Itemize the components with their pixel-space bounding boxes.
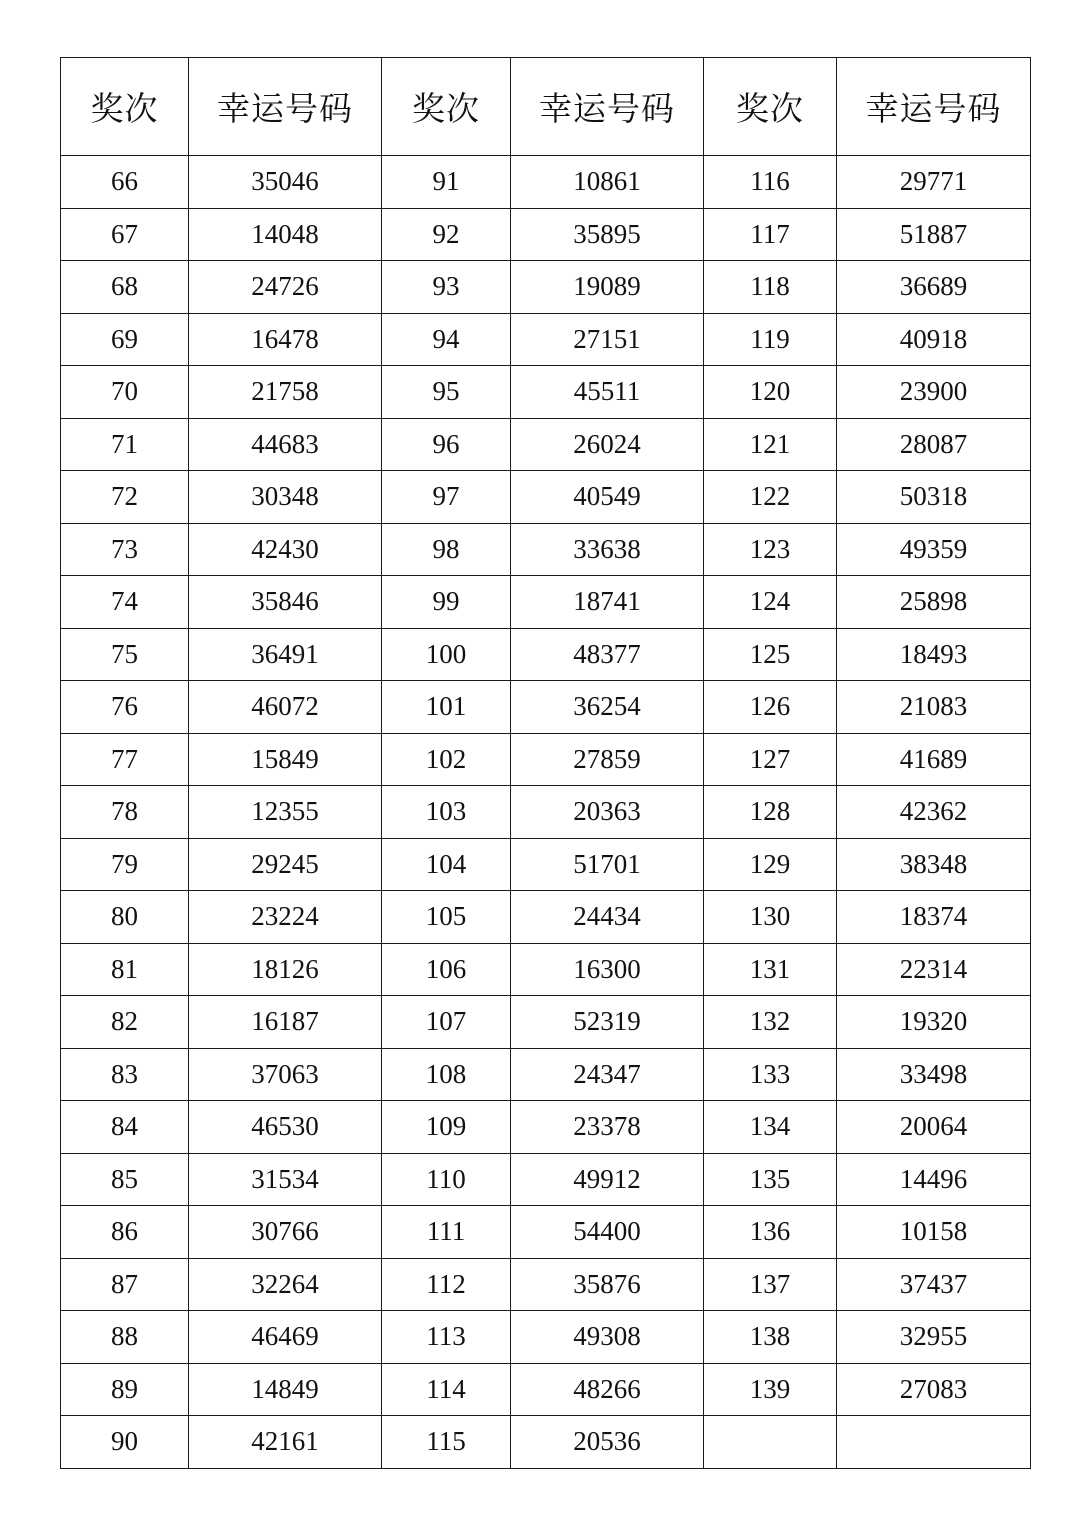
prize-rank-cell: 98 [382, 523, 511, 576]
prize-rank-cell: 102 [382, 733, 511, 786]
lucky-number-cell: 23378 [511, 1101, 704, 1154]
lucky-number-cell: 10861 [511, 156, 704, 209]
lucky-number-cell: 42362 [837, 786, 1031, 839]
table-row [61, 1258, 1031, 1311]
lucky-number-cell: 41689 [837, 733, 1031, 786]
lucky-number-cell: 38348 [837, 838, 1031, 891]
lucky-number-cell: 18741 [511, 576, 704, 629]
prize-rank-cell: 132 [704, 996, 837, 1049]
header-lucky-number-3: 幸运号码 [837, 58, 1031, 156]
table-row [61, 681, 1031, 734]
prize-rank-cell: 90 [61, 1416, 189, 1469]
prize-rank-cell: 105 [382, 891, 511, 944]
prize-rank-cell: 104 [382, 838, 511, 891]
lottery-results-table [60, 57, 1031, 1469]
lucky-number-cell: 19320 [837, 996, 1031, 1049]
table-row [61, 1048, 1031, 1101]
lucky-number-cell: 29245 [189, 838, 382, 891]
table-row [61, 523, 1031, 576]
lucky-number-cell: 20536 [511, 1416, 704, 1469]
lucky-number-cell: 18374 [837, 891, 1031, 944]
lucky-number-cell: 15849 [189, 733, 382, 786]
lucky-number-cell: 33638 [511, 523, 704, 576]
prize-rank-cell: 136 [704, 1206, 837, 1259]
prize-rank-cell: 115 [382, 1416, 511, 1469]
prize-rank-cell: 131 [704, 943, 837, 996]
lucky-number-cell: 46469 [189, 1311, 382, 1364]
lucky-number-cell: 44683 [189, 418, 382, 471]
prize-rank-cell: 113 [382, 1311, 511, 1364]
prize-rank-cell: 78 [61, 786, 189, 839]
lucky-number-cell: 37063 [189, 1048, 382, 1101]
lucky-number-cell: 40549 [511, 471, 704, 524]
lucky-number-cell: 16300 [511, 943, 704, 996]
table-row [61, 156, 1031, 209]
prize-rank-cell: 124 [704, 576, 837, 629]
prize-rank-cell: 138 [704, 1311, 837, 1364]
lucky-number-cell: 42430 [189, 523, 382, 576]
prize-rank-cell: 97 [382, 471, 511, 524]
prize-rank-cell [704, 1416, 837, 1469]
prize-rank-cell: 83 [61, 1048, 189, 1101]
table-row [61, 366, 1031, 419]
prize-rank-cell: 99 [382, 576, 511, 629]
prize-rank-cell: 68 [61, 261, 189, 314]
table-row [61, 786, 1031, 839]
lucky-number-cell: 30348 [189, 471, 382, 524]
table-row [61, 1153, 1031, 1206]
lucky-number-cell: 14048 [189, 208, 382, 261]
prize-rank-cell: 74 [61, 576, 189, 629]
prize-rank-cell: 92 [382, 208, 511, 261]
prize-rank-cell: 87 [61, 1258, 189, 1311]
lucky-number-cell: 10158 [837, 1206, 1031, 1259]
prize-rank-cell: 108 [382, 1048, 511, 1101]
lucky-number-cell: 28087 [837, 418, 1031, 471]
lucky-number-cell: 36689 [837, 261, 1031, 314]
prize-rank-cell: 100 [382, 628, 511, 681]
prize-rank-cell: 127 [704, 733, 837, 786]
lucky-number-cell: 20363 [511, 786, 704, 839]
lucky-number-cell: 49308 [511, 1311, 704, 1364]
prize-rank-cell: 103 [382, 786, 511, 839]
lucky-number-cell: 35876 [511, 1258, 704, 1311]
lucky-number-cell: 36491 [189, 628, 382, 681]
prize-rank-cell: 139 [704, 1363, 837, 1416]
prize-rank-cell: 133 [704, 1048, 837, 1101]
lucky-number-cell [837, 1416, 1031, 1469]
lucky-number-cell: 33498 [837, 1048, 1031, 1101]
lucky-number-cell: 27151 [511, 313, 704, 366]
lucky-number-cell: 48377 [511, 628, 704, 681]
lucky-number-cell: 27083 [837, 1363, 1031, 1416]
lucky-number-cell: 46072 [189, 681, 382, 734]
prize-rank-cell: 70 [61, 366, 189, 419]
lucky-number-cell: 14849 [189, 1363, 382, 1416]
prize-rank-cell: 110 [382, 1153, 511, 1206]
table-row [61, 1206, 1031, 1259]
table-row [61, 733, 1031, 786]
prize-rank-cell: 71 [61, 418, 189, 471]
lucky-number-cell: 32955 [837, 1311, 1031, 1364]
prize-rank-cell: 76 [61, 681, 189, 734]
prize-rank-cell: 67 [61, 208, 189, 261]
header-prize-rank-1: 奖次 [61, 58, 189, 156]
lucky-number-cell: 35846 [189, 576, 382, 629]
prize-rank-cell: 77 [61, 733, 189, 786]
prize-rank-cell: 126 [704, 681, 837, 734]
prize-rank-cell: 107 [382, 996, 511, 1049]
lucky-number-cell: 16478 [189, 313, 382, 366]
header-prize-rank-2: 奖次 [382, 58, 511, 156]
prize-rank-cell: 101 [382, 681, 511, 734]
prize-rank-cell: 112 [382, 1258, 511, 1311]
lucky-number-cell: 30766 [189, 1206, 382, 1259]
lucky-number-cell: 51887 [837, 208, 1031, 261]
table-row [61, 1416, 1031, 1469]
prize-rank-cell: 88 [61, 1311, 189, 1364]
prize-rank-cell: 82 [61, 996, 189, 1049]
prize-rank-cell: 129 [704, 838, 837, 891]
prize-rank-cell: 95 [382, 366, 511, 419]
lucky-number-cell: 19089 [511, 261, 704, 314]
table-row [61, 943, 1031, 996]
prize-rank-cell: 117 [704, 208, 837, 261]
table-header-row [61, 58, 1031, 156]
prize-rank-cell: 80 [61, 891, 189, 944]
lucky-number-cell: 27859 [511, 733, 704, 786]
prize-rank-cell: 91 [382, 156, 511, 209]
prize-rank-cell: 118 [704, 261, 837, 314]
prize-rank-cell: 128 [704, 786, 837, 839]
lucky-number-cell: 24347 [511, 1048, 704, 1101]
prize-rank-cell: 93 [382, 261, 511, 314]
prize-rank-cell: 96 [382, 418, 511, 471]
lucky-number-cell: 36254 [511, 681, 704, 734]
lucky-number-cell: 45511 [511, 366, 704, 419]
lucky-number-cell: 50318 [837, 471, 1031, 524]
prize-rank-cell: 75 [61, 628, 189, 681]
prize-rank-cell: 119 [704, 313, 837, 366]
table-body [61, 156, 1031, 1469]
prize-rank-cell: 86 [61, 1206, 189, 1259]
lucky-number-cell: 22314 [837, 943, 1031, 996]
lucky-number-cell: 48266 [511, 1363, 704, 1416]
lucky-number-cell: 32264 [189, 1258, 382, 1311]
table-row [61, 996, 1031, 1049]
lucky-number-cell: 54400 [511, 1206, 704, 1259]
lucky-number-cell: 52319 [511, 996, 704, 1049]
lucky-number-cell: 29771 [837, 156, 1031, 209]
prize-rank-cell: 114 [382, 1363, 511, 1416]
prize-rank-cell: 66 [61, 156, 189, 209]
lucky-number-cell: 40918 [837, 313, 1031, 366]
lucky-number-cell: 23224 [189, 891, 382, 944]
lucky-number-cell: 21083 [837, 681, 1031, 734]
table-row [61, 628, 1031, 681]
prize-rank-cell: 106 [382, 943, 511, 996]
lucky-number-cell: 12355 [189, 786, 382, 839]
prize-rank-cell: 111 [382, 1206, 511, 1259]
prize-rank-cell: 89 [61, 1363, 189, 1416]
prize-rank-cell: 122 [704, 471, 837, 524]
table-row [61, 208, 1031, 261]
prize-rank-cell: 85 [61, 1153, 189, 1206]
lucky-number-cell: 14496 [837, 1153, 1031, 1206]
header-lucky-number-2: 幸运号码 [511, 58, 704, 156]
table-row [61, 261, 1031, 314]
prize-rank-cell: 123 [704, 523, 837, 576]
lucky-number-cell: 49359 [837, 523, 1031, 576]
table-row [61, 418, 1031, 471]
lucky-number-cell: 18493 [837, 628, 1031, 681]
table-row [61, 471, 1031, 524]
prize-rank-cell: 134 [704, 1101, 837, 1154]
prize-rank-cell: 137 [704, 1258, 837, 1311]
prize-rank-cell: 130 [704, 891, 837, 944]
table-row [61, 838, 1031, 891]
prize-rank-cell: 94 [382, 313, 511, 366]
lucky-number-cell: 16187 [189, 996, 382, 1049]
prize-rank-cell: 72 [61, 471, 189, 524]
prize-rank-cell: 120 [704, 366, 837, 419]
prize-rank-cell: 116 [704, 156, 837, 209]
prize-rank-cell: 84 [61, 1101, 189, 1154]
prize-rank-cell: 109 [382, 1101, 511, 1154]
header-lucky-number-1: 幸运号码 [189, 58, 382, 156]
table-row [61, 576, 1031, 629]
prize-rank-cell: 73 [61, 523, 189, 576]
lucky-number-cell: 49912 [511, 1153, 704, 1206]
lucky-number-cell: 26024 [511, 418, 704, 471]
prize-rank-cell: 135 [704, 1153, 837, 1206]
lucky-number-cell: 46530 [189, 1101, 382, 1154]
table-row [61, 1311, 1031, 1364]
header-prize-rank-3: 奖次 [704, 58, 837, 156]
prize-rank-cell: 121 [704, 418, 837, 471]
lucky-number-cell: 24726 [189, 261, 382, 314]
lucky-number-cell: 21758 [189, 366, 382, 419]
lucky-number-cell: 20064 [837, 1101, 1031, 1154]
lucky-number-cell: 35895 [511, 208, 704, 261]
lucky-number-cell: 24434 [511, 891, 704, 944]
prize-rank-cell: 81 [61, 943, 189, 996]
prize-rank-cell: 125 [704, 628, 837, 681]
prize-rank-cell: 79 [61, 838, 189, 891]
table-row [61, 1101, 1031, 1154]
lucky-number-cell: 37437 [837, 1258, 1031, 1311]
lucky-number-cell: 25898 [837, 576, 1031, 629]
table-row [61, 891, 1031, 944]
prize-rank-cell: 69 [61, 313, 189, 366]
lucky-number-cell: 31534 [189, 1153, 382, 1206]
lucky-number-cell: 51701 [511, 838, 704, 891]
lucky-number-cell: 35046 [189, 156, 382, 209]
table-row [61, 1363, 1031, 1416]
table-row [61, 313, 1031, 366]
lucky-number-cell: 23900 [837, 366, 1031, 419]
lucky-number-cell: 42161 [189, 1416, 382, 1469]
lucky-number-cell: 18126 [189, 943, 382, 996]
